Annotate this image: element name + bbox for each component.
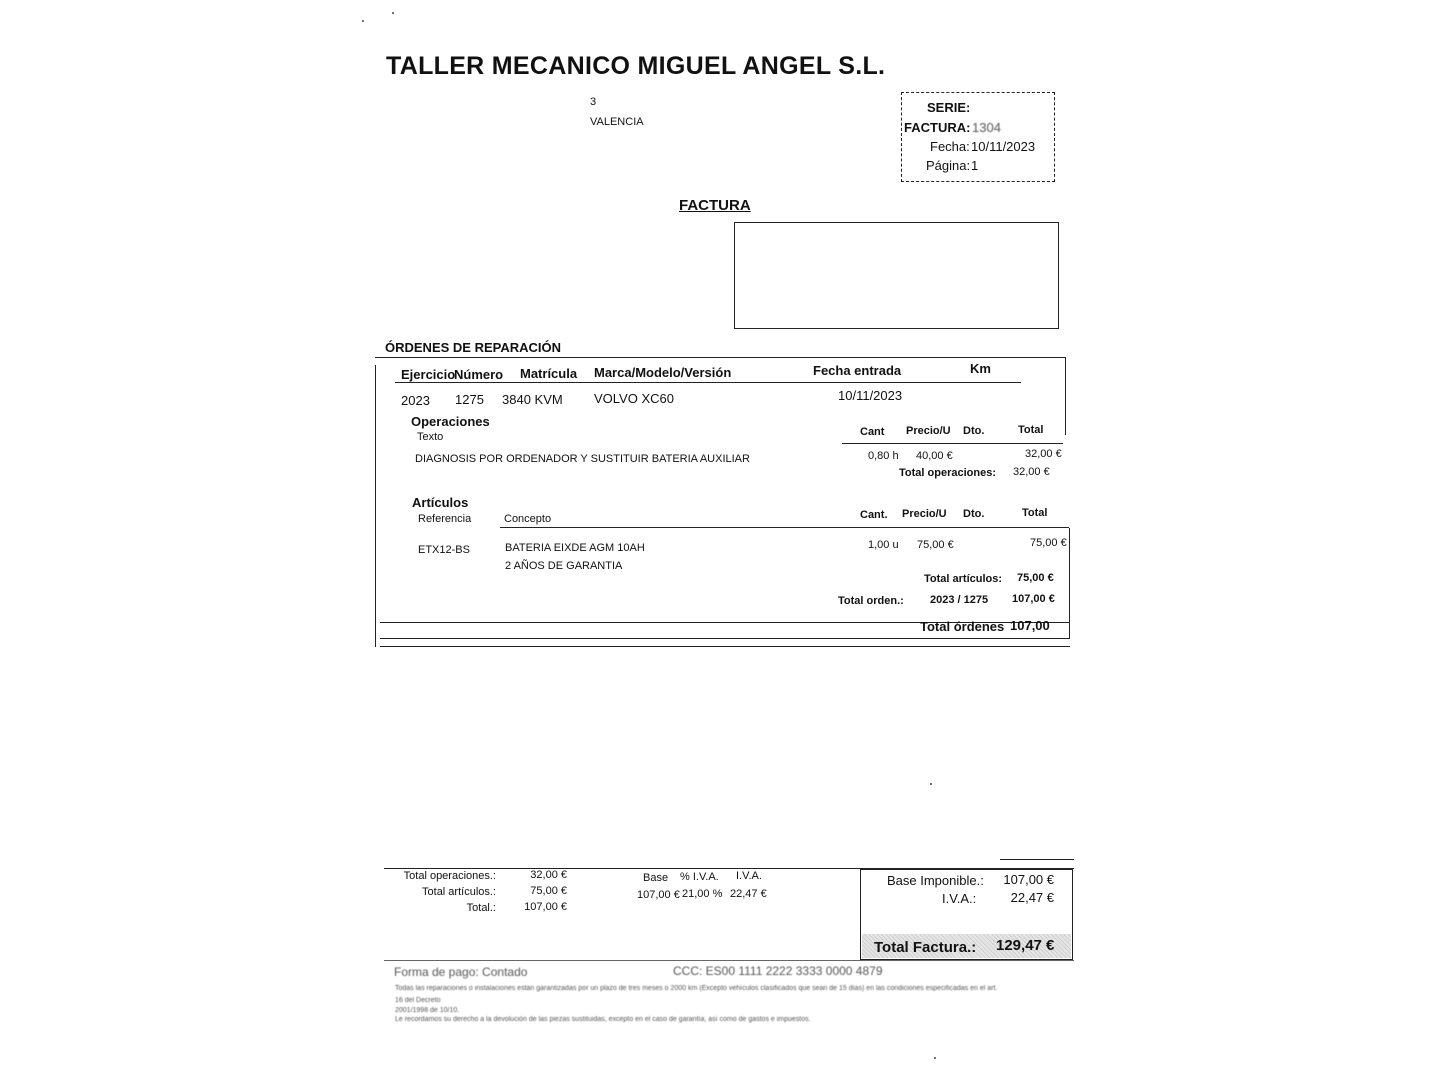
scan-speck	[934, 1057, 936, 1059]
pagina-value: 1	[971, 158, 979, 173]
summary-base-label: Base	[643, 872, 669, 884]
scan-speck	[362, 20, 364, 22]
orders-frame-bottom	[380, 646, 1070, 647]
articulos-col-precio: Precio/U	[902, 508, 947, 520]
articulo-concepto-line2: 2 AÑOS DE GARANTIA	[505, 560, 623, 572]
articulos-col-concepto: Concepto	[504, 513, 552, 525]
operacion-cant: 0,80 h	[868, 450, 899, 462]
col-marca: Marca/Modelo/Versión	[594, 365, 732, 380]
operaciones-col-dto: Dto.	[963, 425, 985, 437]
base-imponible-value: 107,00 €	[1003, 872, 1054, 887]
articulos-title: Artículos	[412, 495, 469, 510]
document-title: FACTURA	[679, 197, 751, 214]
ccc: CCC: ES00 1111 2222 3333 0000 4879	[673, 964, 883, 978]
total-orden-label: Total orden.:	[838, 595, 904, 607]
col-ejercicio: Ejercicio	[401, 367, 456, 382]
serie-label: SERIE:	[927, 100, 971, 115]
base-imponible-label: Base Imponible.:	[887, 873, 984, 888]
col-matricula: Matrícula	[520, 366, 578, 381]
total-orden-ref: 2023 / 1275	[930, 594, 989, 606]
total-ordenes-label: Total órdenes	[920, 619, 1005, 634]
operaciones-col-texto: Texto	[417, 431, 444, 443]
orders-frame-right-upper	[1065, 357, 1066, 435]
total-factura-value: 129,47 €	[996, 937, 1055, 954]
articulos-col-referencia: Referencia	[418, 513, 472, 525]
summary-total-label: Total.:	[466, 902, 496, 914]
legal-line-2: 16 del Decreto	[395, 997, 441, 1004]
factura-label: FACTURA:	[904, 120, 971, 135]
operaciones-title: Operaciones	[411, 414, 490, 429]
total-operaciones-label: Total operaciones:	[899, 467, 996, 479]
factura-value: 1304	[972, 120, 1001, 135]
footer-line	[384, 960, 1074, 961]
order-numero: 1275	[455, 392, 484, 407]
col-fecha-entrada: Fecha entrada	[813, 363, 902, 378]
total-factura-label: Total Factura.:	[874, 939, 977, 956]
articulos-col-cant: Cant.	[860, 509, 888, 521]
summary-total-articulos-label: Total artículos.:	[422, 886, 496, 898]
fecha-value: 10/11/2023	[971, 139, 1036, 154]
articulo-referencia: ETX12-BS	[418, 544, 470, 556]
summary-total-operaciones-value: 32,00 €	[530, 869, 567, 881]
orders-frame-left	[375, 365, 376, 647]
order-header-underline	[395, 382, 1021, 383]
operaciones-col-cant: Cant	[860, 426, 885, 438]
pagina-label: Página:	[926, 158, 971, 173]
order-ejercicio: 2023	[401, 393, 430, 408]
orders-section-title: ÓRDENES DE REPARACIÓN	[385, 340, 562, 355]
client-address-box	[734, 222, 1059, 329]
iva-box-value: 22,47 €	[1010, 890, 1054, 905]
articulo-cant: 1,00 u	[868, 539, 899, 551]
articulo-total: 75,00 €	[1030, 537, 1067, 549]
order-fecha-entrada: 10/11/2023	[838, 388, 903, 403]
articulos-col-dto: Dto.	[963, 508, 985, 520]
operaciones-col-precio: Precio/U	[906, 425, 951, 437]
address-mark: 3	[590, 96, 597, 108]
total-articulos-value: 75,00 €	[1017, 572, 1054, 584]
iva-box-label: I.V.A.:	[942, 891, 977, 906]
scan-speck	[930, 783, 932, 785]
summary-iva-value: 22,47 €	[730, 888, 767, 900]
total-ordenes-value: 107,00	[1010, 618, 1050, 633]
summary-total-articulos-value: 75,00 €	[530, 885, 567, 897]
summary-total-value: 107,00 €	[524, 901, 567, 913]
company-name: TALLER MECANICO MIGUEL ANGEL S.L.	[386, 52, 886, 80]
summary-total-operaciones-label: Total operaciones.:	[403, 870, 496, 882]
articulos-col-total: Total	[1022, 507, 1048, 519]
city: VALENCIA	[590, 116, 644, 128]
scan-speck	[392, 12, 394, 14]
total-articulos-label: Total artículos:	[924, 573, 1003, 585]
forma-pago: Forma de pago: Contado	[394, 965, 528, 979]
order-marca: VOLVO XC60	[594, 391, 674, 406]
summary-iva-pct-label: % I.V.A.	[680, 871, 719, 883]
legal-line-1: Todas las reparaciones o instalaciones están garantizadas por un plazo de tres meses o 2000 km (Excepto vehículos clasificados que sean de 15 días) en las condiciones especificadas en el art.	[395, 985, 998, 992]
total-orden-value: 107,00 €	[1012, 593, 1055, 605]
articulos-header-underline	[500, 527, 1069, 528]
articulo-concepto: BATERIA EIXDE AGM 10AH	[505, 542, 645, 554]
legal-line-4: Le recordamos su derecho a la devolución de las piezas sustituidas, excepto en el caso de garantía, así como de gastos e impuestos.	[395, 1016, 811, 1023]
legal-line-3: 2001/1998 de 10/10.	[395, 1007, 460, 1014]
operacion-total: 32,00 €	[1025, 448, 1062, 460]
summary-iva-pct-value: 21,00 %	[682, 888, 723, 900]
operacion-precio: 40,00 €	[916, 450, 953, 462]
col-numero: Número	[454, 367, 504, 382]
operaciones-col-total: Total	[1018, 424, 1044, 436]
summary-top-line-right	[1000, 859, 1074, 860]
order-matricula: 3840 KVM	[502, 392, 563, 407]
summary-iva-label: I.V.A.	[736, 870, 762, 882]
orders-frame-top	[375, 357, 1065, 358]
col-km: Km	[970, 361, 991, 376]
orders-frame-inner-bottom	[380, 638, 1070, 639]
total-operaciones-value: 32,00 €	[1013, 466, 1050, 478]
operacion-texto: DIAGNOSIS POR ORDENADOR Y SUSTITUIR BATERIA AUXILIAR	[415, 453, 750, 465]
articulo-precio: 75,00 €	[917, 539, 954, 551]
fecha-label: Fecha:	[930, 139, 970, 154]
summary-base-value: 107,00 €	[637, 889, 680, 901]
operaciones-header-underline	[842, 443, 1063, 444]
